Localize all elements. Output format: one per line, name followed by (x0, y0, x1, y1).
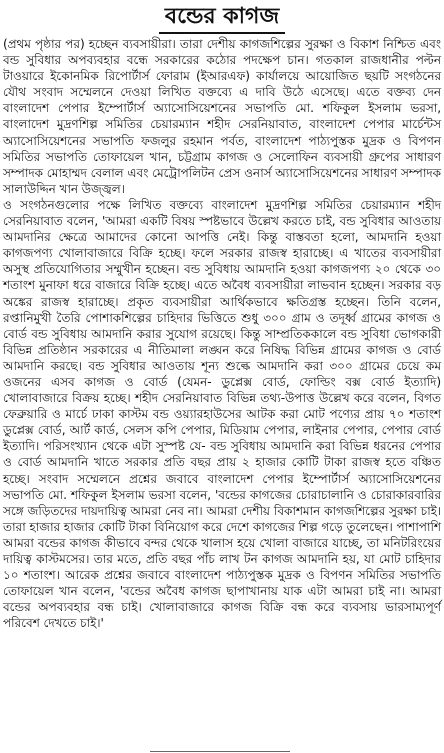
article-paragraph-1 (3, 36, 441, 197)
article-paragraph-2: ও সংগঠনগুলোর পক্ষে লিখিত বক্তব্যে বাংলাদেশ মুদ্রণশিল্প সমিতির চেয়ারম্যান শহীদ সেরনিয়াবাত বলেন, 'আমরা একটি বিষয় স্পষ্টভাবে উল্লেখ করতে চাই, বন্ড সুবিধার আওতায় আমদানির ক্ষেত্রে আমাদের কোনো আপত্তি নেই। কিন্তু বাস্তবতা হলো, আমদানি হওয়া কাগজপণ্য খোলাবাজারে বিক্রি হচ্ছে। ফলে সরকার রাজস্ব হারাচ্ছে। এ খাতের ব্যবসায়ীরা অসুস্থ প্রতিযোগিতার সম্মুখীন হচ্ছেন। বন্ড সুবিধায় আমদানি হওয়া কাগজপণ্য ২০ থেকে ৩০ শতাংশ মুনাফা ধরে বাজারে বিক্রি হচ্ছে। এতে অবৈধ ব্যবসায়ীরা লাভবান হচ্ছেন। সরকার বড় অঙ্কের রাজস্ব হারাচ্ছে। প্রকৃত ব্যবসায়ীরা আর্থিকভাবে ক্ষতিগ্রস্ত হচ্ছেন। তিনি বলেন, রপ্তানিমুখী তৈরি পোশাকশিল্পের চাহিদার ভিত্তিতে শুধু ৩০০ গ্রাম ও তদূর্ধ্ব গ্রামের কাগজ ও বোর্ড বন্ড সুবিধায় আমদানি করার সুযোগ রয়েছে। কিন্তু সাম্প্রতিককালে বন্ড সুবিধা ভোগকারী বিভিন্ন প্রতিষ্ঠান সরকারের এ নীতিমালা লঙ্ঘন করে নিষিদ্ধ বিভিন্ন গ্রামের কাগজ ও বোর্ড আমদানি করছে। বন্ড সুবিধার আওতায় শূন্য শুল্কে আমদানি করা ৩০০ গ্রামের চেয়ে কম ওজনের এসব কাগজ ও বোর্ড (যেমন- ডুপ্লেক্স বোর্ড, ফোল্ডিং বক্স বোর্ড ইত্যাদি) খোলাবাজারে বিক্রয় হচ্ছে। শহীদ সেরনিয়াবাত বিভিন্ন তথ্য-উপাত্ত উল্লেখ করে বলেন, বিগত ফেব্রুয়ারি ও মার্চে ঢাকা কাস্টম বন্ড ওয়্যারহাউসের আটক করা মোট পণ্যের প্রায় ৭০ শতাংশ ডুপ্লেক্স বোর্ড, আর্ট কার্ড, সেলস কপি পেপার, মিডিয়াম পেপার, লাইনার পেপার, পেপার বোর্ড ইত্যাদি। পরিসংখ্যান থেকে এটা সুস্পষ্ট যে- বন্ড সুবিধায় আমদানি করা বিভিন্ন ধরনের পেপার ও বোর্ড আমদানি খাতে সরকার প্রতি বছর প্রায় ২ হাজার কোটি টাকা রাজস্ব হতে বঞ্চিত হচ্ছে। সংবাদ সম্মেলনে প্রশ্নের জবাবে বাংলাদেশ পেপার ইম্পোর্টার্স অ্যাসোসিয়েশনের সভাপতি মো. শফিকুল ইসলাম ভরসা বলেন, 'বন্ডের কাগজের চোরাচালানি ও চোরাকারবারির সঙ্গে জড়িতদের দায়দায়িত্ব আমরা নেব না। আমরা দেশীয় বিকাশমান কাগজশিল্পের সুরক্ষা চাই। তারা হাজার হাজার কোটি টাকা বিনিয়োগ করে দেশে কাগজের শিল্প গড়ে তুলেছেন। পাশাপাশি আমরা বন্ডের কাগজ কীভাবে বন্দর থেকে খালাস হয়ে খোলা বাজারে যাচ্ছে, তা মনিটরিংয়ের দায়িত্ব কাস্টমসের। তার মতে, প্রতি বছর পাঁচ লাখ টন কাগজ আমদানি হয়, যা মোট চাহিদার ১০ শতাংশ। আরেক প্রশ্নের জবাবে বাংলাদেশ পাঠ্যপুস্তক মুদ্রক ও বিপণন সমিতির সভাপতি তোফায়েল খান বলেন, 'বন্ডের অবৈধ কাগজ ছাপাখানায় যাক এটা আমরা চাই না। আমরা বন্ডের অপব্যবহার বন্ধ চাই। খোলাবাজারে কাগজ বিক্রি বন্ধ করে ব্যবসায় ভারসাম্যপূর্ণ পরিবেশ দেখতে চাই।' (3, 197, 441, 631)
headline: বন্ডের কাগজ (159, 2, 285, 34)
headline-container (0, 0, 444, 36)
article-body (0, 36, 444, 631)
continuation-marker: (প্রথম পৃষ্ঠার পর) (3, 37, 85, 51)
paragraph-1-text: হচ্ছেন ব্যবসায়ীরা। তারা দেশীয় কাগজশিল্পের সুরক্ষা ও বিকাশ নিশ্চিত এবং বন্ড সুবিধার অপব্যবহার বন্ধে সরকারের কঠোর পদক্ষেপ চান। গতকাল রাজধানীর পল্টন টাওয়ারে ইকোনমিক রিপোর্টার্স ফোরাম (ইআরএফ) কার্যালয়ে আয়োজিত ছয়টি সংগঠনের যৌথ সংবাদ সম্মেলনে দেওয়া লিখিত বক্তব্যে এ দাবি উঠে এসেছে। এতে বক্তব্য দেন বাংলাদেশ পেপার ইম্পোর্টার্স অ্যাসোসিয়েশনের সভাপতি মো. শফিকুল ইসলাম ভরসা, বাংলাদেশ মুদ্রণশিল্প সমিতির চেয়ারম্যান শহীদ সেরনিয়াবাত, বাংলাদেশ পেপার মার্চেন্টস অ্যাসোসিয়েশনের সভাপতি ফজলুর রহমান পর্বত, বাংলাদেশ পাঠ্যপুস্তক মুদ্রক ও বিপণন সমিতির সভাপতি তোফায়েল খান, চট্টগ্রাম কাগজ ও সেলোফিন ব্যবসায়ী গ্রুপের সাধারণ সম্পাদক মোহাম্মদ বেলাল এবং মেট্রোপলিটন প্রেস ওনার্স অ্যাসোসিয়েশনের সাধারণ সম্পাদক সালাউদ্দিন খান উজ্জ্বল। (3, 37, 441, 196)
bottom-rule (150, 751, 290, 752)
